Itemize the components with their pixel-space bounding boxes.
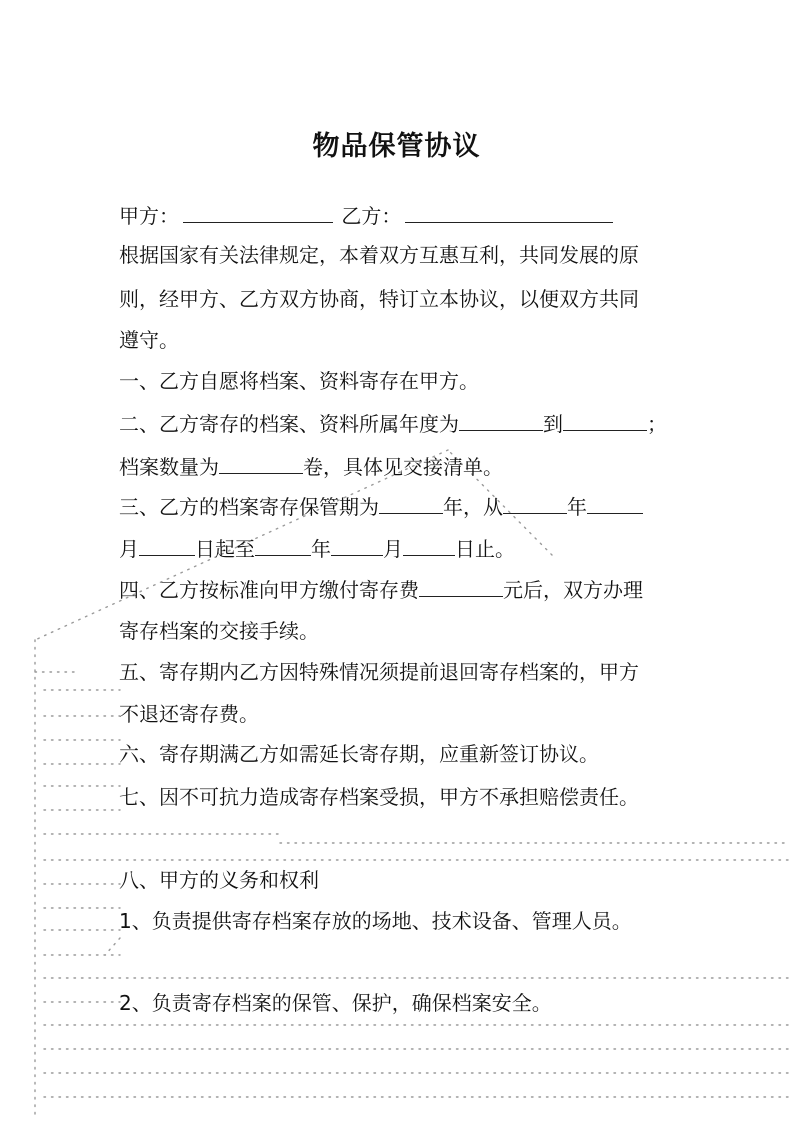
- clause-8-item-1: 1、负责提供寄存档案存放的场地、技术设备、管理人员。: [119, 909, 632, 933]
- preamble-line-1: 根据国家有关法律规定，本着双方互惠互利，共同发展的原: [119, 243, 639, 267]
- clause-2-line-2: [119, 451, 503, 481]
- clause-3-text-a: 三、乙方的档案寄存保管期为: [119, 495, 379, 519]
- clause-2-text-c: ；: [647, 412, 667, 436]
- clause-2-line-1: [119, 408, 667, 438]
- clause-2-text-b: 到: [543, 412, 563, 436]
- start-day-field[interactable]: [139, 533, 195, 556]
- clause-3-line-1: [119, 491, 643, 521]
- clause-4-line-2: 寄存档案的交接手续。: [119, 619, 319, 643]
- clause-2-text-e: 卷，具体见交接清单。: [303, 455, 503, 479]
- clause-5-line-1: 五、寄存期内乙方因特殊情况须提前退回寄存档案的，甲方: [119, 660, 639, 684]
- party-a-label: 甲方：: [119, 204, 179, 228]
- clause-2-text-a: 二、乙方寄存的档案、资料所属年度为: [119, 412, 459, 436]
- start-month-field[interactable]: [587, 491, 643, 514]
- clause-7: 七、因不可抗力造成寄存档案受损，甲方不承担赔偿责任。: [119, 785, 639, 809]
- preamble-line-2: 则，经甲方、乙方双方协商，特订立本协议，以便双方共同: [119, 287, 639, 311]
- clause-3-day-from: 日起至: [195, 537, 255, 561]
- clause-3-month-label: 月: [119, 537, 139, 561]
- clause-8-heading: 八、甲方的义务和权利: [119, 868, 319, 892]
- party-line: [119, 200, 613, 230]
- period-years-field[interactable]: [379, 491, 443, 514]
- clause-3-year-end-label: 年: [311, 537, 331, 561]
- end-day-field[interactable]: [403, 533, 455, 556]
- clause-4-line-1: [119, 574, 643, 604]
- clause-1: 一、乙方自愿将档案、资料寄存在甲方。: [119, 369, 479, 393]
- party-a-field[interactable]: [183, 200, 333, 223]
- clause-3-month-end-label: 月: [383, 537, 403, 561]
- volume-count-field[interactable]: [219, 451, 303, 474]
- clause-3-day-end: 日止。: [455, 537, 515, 561]
- fee-amount-field[interactable]: [419, 574, 503, 597]
- end-year-field[interactable]: [255, 533, 311, 556]
- party-b-label: 乙方：: [341, 204, 402, 228]
- clause-5-line-2: 不退还寄存费。: [119, 702, 259, 726]
- clause-4-text-a: 四、乙方按标准向甲方缴付寄存费: [119, 578, 419, 602]
- party-b-field[interactable]: [405, 200, 613, 223]
- clause-3-year-from: 年，从: [443, 495, 503, 519]
- clause-2-text-d: 档案数量为: [119, 455, 219, 479]
- year-to-field[interactable]: [563, 408, 647, 431]
- clause-6: 六、寄存期满乙方如需延长寄存期，应重新签订协议。: [119, 742, 599, 766]
- start-year-field[interactable]: [503, 491, 567, 514]
- clause-3-year-label: 年: [567, 495, 587, 519]
- clause-3-line-2: [119, 533, 515, 563]
- clause-8-item-2: 2、负责寄存档案的保管、保护，确保档案安全。: [119, 991, 552, 1015]
- end-month-field[interactable]: [331, 533, 383, 556]
- clause-4-text-b: 元后，双方办理: [503, 578, 643, 602]
- year-from-field[interactable]: [459, 408, 543, 431]
- preamble-line-3: 遵守。: [119, 328, 179, 352]
- document-title: 物品保管协议: [312, 131, 481, 162]
